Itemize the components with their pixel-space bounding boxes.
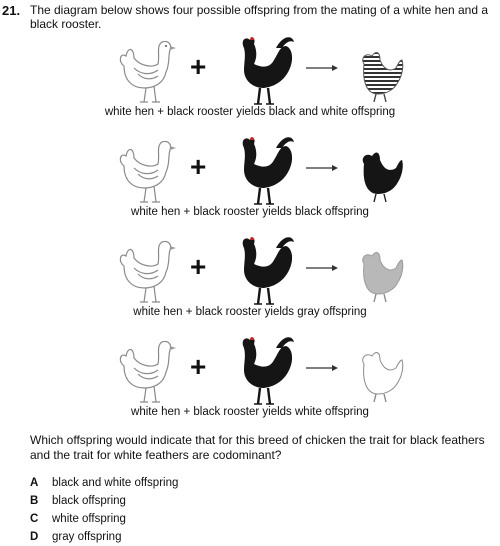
offspring-black-icon bbox=[358, 144, 404, 204]
plus-sign: + bbox=[190, 151, 207, 182]
choice-d[interactable] bbox=[30, 528, 178, 546]
offspring-gray-icon bbox=[358, 244, 404, 304]
plus-sign: + bbox=[190, 51, 207, 82]
arrow-icon bbox=[306, 64, 338, 72]
black-rooster-icon bbox=[234, 134, 296, 210]
white-hen-icon bbox=[116, 38, 178, 110]
row-caption: white hen + black rooster yields black and white offspring bbox=[104, 106, 396, 118]
offspring-white-icon bbox=[358, 344, 404, 404]
black-rooster-icon bbox=[234, 234, 296, 310]
black-rooster-icon bbox=[234, 34, 296, 110]
diagram-row-3 bbox=[0, 238, 500, 338]
white-hen-icon bbox=[116, 338, 178, 410]
white-hen-icon bbox=[116, 238, 178, 310]
arrow-icon bbox=[306, 364, 338, 372]
choice-text: gray offspring bbox=[52, 531, 122, 543]
arrow-icon bbox=[306, 264, 338, 272]
row-caption: white hen + black rooster yields gray offspring bbox=[133, 306, 367, 318]
answer-choices bbox=[30, 474, 178, 546]
black-rooster-icon bbox=[234, 334, 296, 410]
question-prompt: Which offspring would indicate that for this breed of chicken the trait for black feathers and the trait for white feathers are codominant? bbox=[30, 433, 485, 462]
choice-letter: D bbox=[30, 531, 39, 543]
choice-letter: A bbox=[30, 477, 39, 489]
question-number: 21. bbox=[2, 3, 21, 18]
white-hen-icon bbox=[116, 138, 178, 210]
question-stem: The diagram below shows four possible offspring from the mating of a white hen and a black rooster. bbox=[30, 3, 489, 31]
row-caption: white hen + black rooster yields black offspring bbox=[131, 206, 369, 218]
choice-b[interactable] bbox=[30, 492, 178, 510]
offspring-striped-icon bbox=[358, 44, 404, 104]
arrow-icon bbox=[306, 164, 338, 172]
choice-letter: B bbox=[30, 495, 39, 507]
choice-c[interactable] bbox=[30, 510, 178, 528]
diagram-row-4 bbox=[0, 338, 500, 438]
row-caption: white hen + black rooster yields white offspring bbox=[131, 406, 369, 418]
choice-text: white offspring bbox=[52, 513, 126, 525]
choice-letter: C bbox=[30, 513, 39, 525]
diagram-row-1 bbox=[0, 38, 500, 138]
diagram-row-2 bbox=[0, 138, 500, 238]
choice-a[interactable] bbox=[30, 474, 178, 492]
plus-sign: + bbox=[190, 351, 207, 382]
plus-sign: + bbox=[190, 251, 207, 282]
choice-text: black and white offspring bbox=[52, 477, 179, 489]
choice-text: black offspring bbox=[52, 495, 126, 507]
